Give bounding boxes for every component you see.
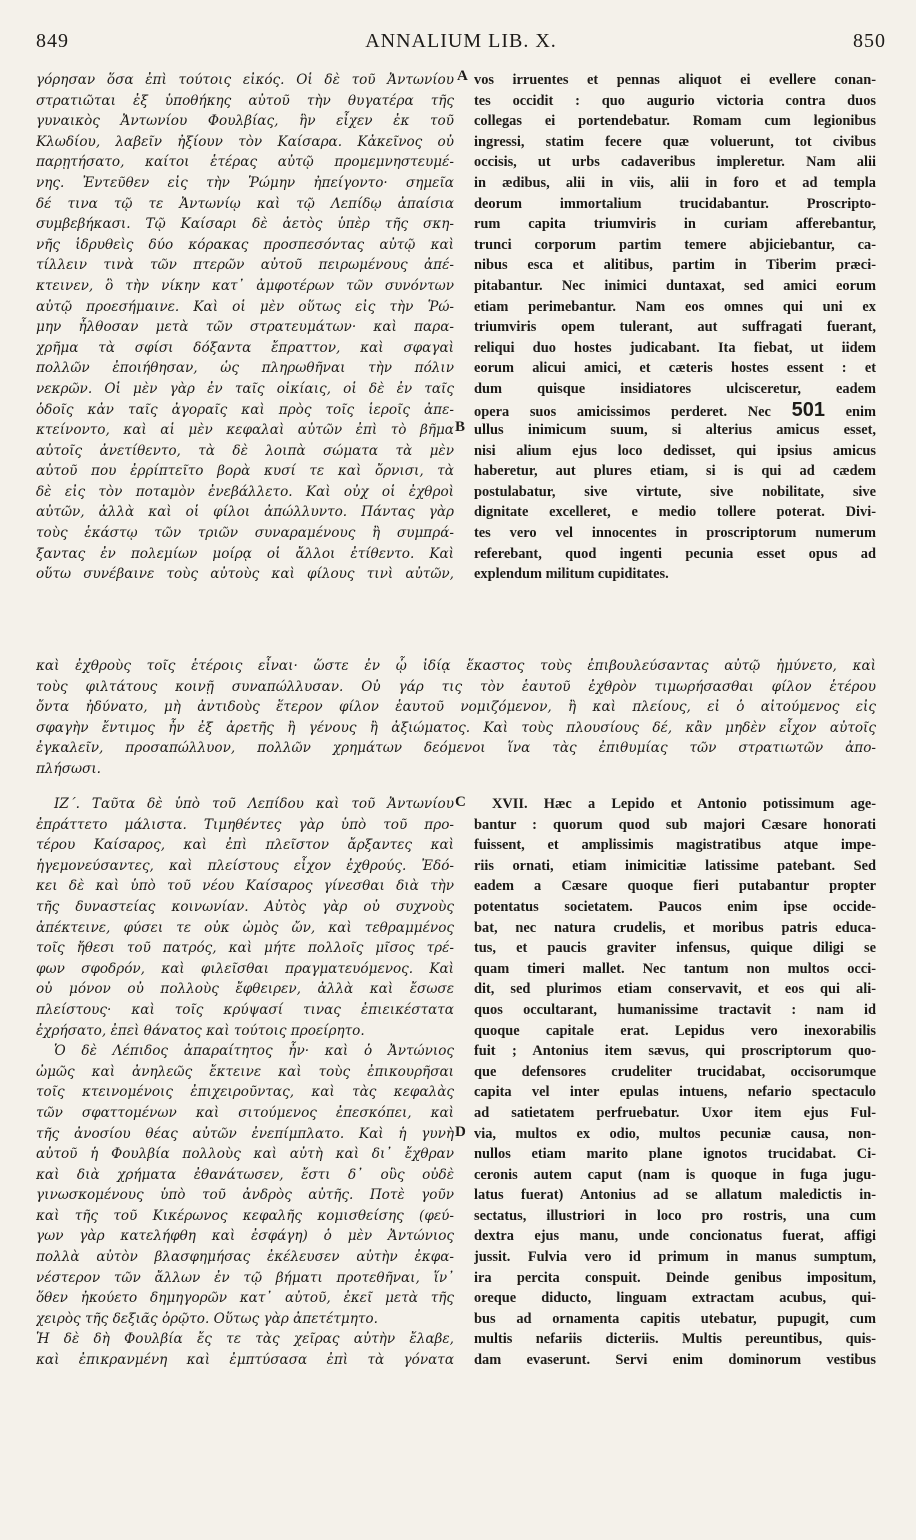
text-line: haberetur, aut plures etiam, si is qui ad cædem: [474, 463, 876, 480]
text-line: quam timeri mallet. Nec tantum non multos occi-: [474, 960, 876, 977]
text-line: νέστερον τῶν ἄλλων ἐν τῷ βήματι προτεθῆναι, ἵν᾽: [36, 1269, 454, 1286]
text-line: que defensores crudeliter trucidabat, occisorumque: [474, 1063, 876, 1080]
text-line: καὶ διὰ χρήματα ἐθανάτωσεν, ἔστι δ᾽ οὓς οὐδὲ: [36, 1166, 454, 1183]
text-line: τοὺς ἑκάστῳ τῶν τριῶν συναραμένους ἢ συμπρά-: [36, 525, 454, 542]
text-line: ἀπέκτεινε, φύσει τε οὐκ ὠμὸς ὤν, καὶ τεθραμμένος: [36, 919, 454, 936]
text-line: ὁδοῖς κἀν ταῖς ἀγοραῖς καὶ πρὸς τοῖς ἱεροῖς ἀπε-: [36, 401, 454, 418]
text-line: τῶν σφαττομένων καὶ σιτούμενος ἐπεσκόπει, καὶ: [36, 1104, 454, 1121]
text-line: postulabatur, sive virtute, sive nobilitate, sive: [474, 483, 876, 500]
text-line: reliqui duo hostes judicabant. Ita fiebat, ut iidem: [474, 339, 876, 356]
text-line: καὶ τῆς τοῦ Κικέρωνος κεφαλῆς κομισθείσης (φεύ-: [36, 1207, 454, 1224]
margin-marker-b: B: [455, 419, 466, 435]
text-line: τίλλειν τινὰ τῶν πτερῶν αὐτοῦ πειρωμένους ἀπέ-: [36, 257, 454, 274]
text-line: quoque capitale erat. Lepidus vero inexorabilis: [474, 1022, 876, 1039]
running-title: ANNALIUM LIB. X.: [365, 30, 557, 52]
text-line: oreque diducto, linguam extractam acubus, qui-: [474, 1290, 876, 1307]
text-line: etiam perimebantur. Nam eos omnes qui uni ex: [474, 298, 876, 315]
text-line: referebant, quod ingenti pecunia esset opus ad: [474, 545, 876, 562]
text-line: σφαγὴν ἔντιμος ἦν ἐξ ἀρετῆς ἢ γένους ἢ ἀξιώματος. Καὶ τοὺς πλουσίους δέ, κἂν μηδὲν εἶχον αὐτοῖς: [36, 719, 876, 736]
text-line: rum capita triumviris in curiam afferebantur,: [474, 216, 876, 233]
text-line: potentatus societatem. Paucos enim ipse occide-: [474, 898, 876, 915]
text-line: in ædibus, alii in viis, alii in foro et ad templa: [474, 174, 876, 191]
text-line: sectatus, illustriori in loco pro rostris, una cum: [474, 1207, 876, 1224]
margin-marker-d: D: [455, 1124, 466, 1140]
text-line: αὐτοῦ που ἐρρίπτεῖτο βορὰ κυσί τε καὶ ὄρνισι, τὰ: [36, 463, 454, 480]
text-line: ἐχρήσατο, ἐπεὶ θάνατος καὶ τούτοις προείρητο.: [36, 1022, 365, 1039]
text-line: occisis, ut urbs cadaveribus impleretur. Nam alii: [474, 154, 876, 171]
text-line: παρῃτήσατο, καίτοι ἑτέρας αὐτῷ προμεμνηστευμέ-: [36, 154, 454, 171]
text-line: dam evaserunt. Servi enim dominorum vestibus: [474, 1352, 876, 1369]
text-line: τῆς δυναστείας κοινωνίαν. Αὐτὸς γὰρ οὐ συχνοὺς: [36, 898, 454, 915]
text-line: ΙΖ΄. Ταῦτα δὲ ὑπὸ τοῦ Λεπίδου καὶ τοῦ Ἀντωνίου: [54, 796, 454, 812]
text-line: multis nefariis dicteriis. Multis pereuntibus, quis-: [474, 1331, 876, 1348]
text-line: τοῖς κτεινομένοις ἐπιχειροῦντας, καὶ τὰς κεφαλὰς: [36, 1084, 454, 1101]
text-line: tus, et paucis graviter infensus, quique diligi se: [474, 940, 876, 957]
text-line: αὐτοῖς ἀνετίθεντο, τὰ δὲ λοιπὰ σώματα τὰ μὲν: [36, 442, 454, 459]
text-line: στρατιῶται ἐξ ὑποθήκης αὐτοῦ τὴν θυγατέρα τῆς: [36, 92, 454, 109]
greek-column-bottom: [36, 794, 454, 1384]
text-line: συμβεβήκασι. Τῷ Καίσαρι δὲ ἀετὸς ὑπὲρ τῆς σκη-: [36, 216, 454, 233]
text-line: κτεινεν, ὃ τὴν νίκην κατ᾽ ἀμφοτέρων τῶν συνόντων: [36, 277, 454, 294]
text-line: καὶ ἐπικρανμένη καὶ ἐμπτύσασα ἐπὶ τὰ γόνατα: [36, 1352, 454, 1369]
text-line: ira percita conspuit. Deinde genibus impositum,: [474, 1269, 876, 1286]
greek-full-width-passage: [36, 656, 876, 786]
text-line: αὐτῶν, ἀλλὰ καὶ οἱ φίλοι ἀπώλλυντο. Πάντας γὰρ: [36, 504, 454, 521]
text-line: Ὁ δὲ Λέπιδος ἀπαραίτητος ἦν· καὶ ὁ Ἀντώνιος: [54, 1043, 454, 1060]
text-line: bus ad ornamenta capitis utebatur, pupugit, cum: [474, 1310, 876, 1327]
text-line: ξαντας ἐν πολεμίων μοίρᾳ οἱ ἄλλοι ἐτίθεντο. Καὶ: [36, 545, 454, 562]
text-line: αὐτῷ προεσήμαινε. Καὶ οἱ μὲν οὕτως εἰς τὴν Ῥώ-: [36, 298, 454, 315]
text-line: dum quisque insidiatores ulcisceretur, eadem: [474, 380, 876, 397]
text-line: μην ἦλθοσαν μετὰ τῶν στρατευμάτων· καὶ παρα-: [36, 319, 454, 336]
text-line: via, multos ex odio, multos pecuniæ causa, non-: [474, 1125, 876, 1142]
text-line: ὄντα ἠδύνατο, μὴ ἀντιδοὺς ἕτερον φίλον ἑαυτοῦ νομιζόμενον, ἢ καὶ πλείους, εἰ ὁ αἰτούμενος εἰς: [36, 699, 876, 716]
text-line: νεκρῶν. Οἱ μὲν γὰρ ἐν ταῖς οἰκίαις, οἱ δὲ ἐν ταῖς: [36, 380, 454, 397]
text-line: γόρησαν ὅσα ἐπὶ τούτοις εἰκός. Οἱ δὲ τοῦ Ἀντωνίου: [36, 72, 454, 88]
text-line: pitabantur. Nec inimici duntaxat, sed amici eorum: [474, 277, 876, 294]
text-line: οὐ μόνον οὐ πολλοὺς ἔφθειρεν, ἀλλὰ καὶ ἔσωσε: [36, 981, 454, 998]
text-line: τοὺς φιλτάτους κοινῇ συναπώλλυσαν. Οὐ γάρ τις τὸν ἑαυτοῦ ἐχθρὸν τιμωρήσασθαι φίλον ἑτέρου: [36, 678, 876, 695]
text-line: ad satietatem perfruebatur. Uxor item ejus Ful-: [474, 1104, 876, 1121]
greek-column-top: [36, 70, 454, 590]
text-line: deorum immortalium trucidabantur. Proscripto-: [474, 195, 876, 212]
text-line: collegas ei portendebatur. Romam cum legionibus: [474, 113, 876, 130]
text-line: ὠμῶς καὶ ἀνηλεῶς ἔκτεινε καὶ τοὺς ἐπικουρῆσαι: [36, 1063, 454, 1080]
text-line: ullus inimicum suum, si alterius amicus esset,: [474, 422, 876, 439]
left-page-number: 849: [36, 30, 69, 52]
text-line: νης. Ἐντεῦθεν εἰς τὴν Ῥώμην ἠπείγοντο· σημεῖα: [36, 174, 454, 191]
text-line: τοῖς ἤθεσι τοῦ πατρός, καὶ μήτε πολλοῖς μῖσος τρέ-: [36, 940, 454, 957]
text-line: οὕτω συνέβαινε τοὺς αὐτοὺς καὶ φίλους τινὶ αὐτῶν,: [36, 566, 454, 583]
text-line: [474, 400, 876, 421]
text-line: χρῆμα τὰ σφίσι δόξαντα ἔπραττον, καὶ σφαγαὶ: [36, 339, 454, 356]
text-line: fuit ; Antonius item sævus, qui proscriptorum quo-: [474, 1043, 876, 1060]
text-line: ceronis autem caput (nam is quoque in fuga jugu-: [474, 1166, 876, 1183]
text-line: eadem a Cæsare quoque fieri putabantur propter: [474, 878, 876, 895]
text-line: χειρὸς τῆς δεξιᾶς ὁρῷτο. Οὕτως γὰρ ἀπετέτμητο.: [36, 1310, 378, 1327]
text-line: bantur : quorum quod sub majori Cæsare honorati: [474, 816, 876, 833]
text-line: φων σφοδρόν, καὶ φιλεῖσθαι πραγματευόμενος. Καὶ: [36, 960, 454, 977]
text-line: αὐτοῦ ἡ Φουλβία πολλοὺς καὶ αὐτὴ καὶ δι᾽ ἔχθραν: [36, 1146, 454, 1163]
text-line: riis ornati, etiam inimicitiæ latissime patebant. Sed: [474, 857, 876, 874]
text-line: bat, nec natura crudelis, et moribus patris educa-: [474, 919, 876, 936]
running-header: [36, 30, 886, 60]
text-line: Ἡ δὲ δὴ Φουλβία ἔς τε τὰς χεῖρας αὐτὴν ἔλαβε,: [36, 1331, 454, 1348]
text-line: νῆς ἱδρυθεὶς δύο κόρακας προσπεσόντας αὐτῷ καὶ: [36, 236, 454, 253]
text-line: explendum militum cupiditates.: [474, 566, 669, 583]
text-line: nullos etiam marito plane ignotos trucidabat. Ci-: [474, 1146, 876, 1163]
margin-marker-c: C: [455, 794, 466, 810]
text-line: κτείνοντο, καὶ αἱ μὲν κεφαλαὶ αὐτῶν ἐπὶ τὸ βῆμα: [36, 422, 454, 439]
text-line: latus fuerat) Antonius ad se allatum maledictis in-: [474, 1187, 876, 1204]
text-line: καὶ ἐχθροὺς τοῖς ἑτέροις εἶναι· ὥστε ἐν ᾧ ἰδίᾳ ἕκαστος τοὺς ἐπιβουλεύσαντας αὐτῷ ἠμύνετο, καὶ: [36, 658, 876, 674]
margin-marker-a: A: [457, 68, 468, 84]
text-line: Κλωδίου, λαβεῖν ἠξίουν τὸν Καίσαρα. Κἀκεῖνος οὐ: [36, 133, 454, 150]
text-line: τῆς ἀνοσίου θέας αὐτῶν ἐνεπίμπλατο. Καὶ ἡ γυνὴ: [36, 1125, 454, 1142]
text-line: γινωσκομένους ὑπὸ τοῦ ἀνδρὸς αὐτῆς. Ποτὲ γοῦν: [36, 1187, 454, 1204]
text-line: vos irruentes et pennas aliquot ei evellere conan-: [474, 72, 876, 88]
text-line: dit, sed plurimos etiam conservavit, et eos qui ali-: [474, 981, 876, 998]
text-line: τέρου Καίσαρος, καὶ ἐπὶ πλεῖστον ἄρξαντες καὶ: [36, 837, 454, 854]
text-line: δὲ εἰς τὸν ποταμὸν ἐνεβάλλετο. Καὶ οὐχ οἱ ἐχθροὶ: [36, 483, 454, 500]
text-line: πλείστους· καὶ τοῖς κρύψασί τινας ἐπιεικέστατα: [36, 1001, 454, 1018]
text-line: ἐγκαλεῖν, προσαπώλλυον, πολλῶν χρημάτων δεόμενοι ἵνα τὰς ἐπιθυμίας τῶν στρατιωτῶν ἀπο-: [36, 740, 876, 757]
text-line: κει δὲ καὶ ὑπὸ τοῦ νέου Καίσαρος γίνεσθαι διὰ τὴν: [36, 878, 454, 895]
text-line: πολλῶν ἐποιήθησαν, ὡς πληρωθῆναι τὴν πόλιν: [36, 360, 454, 377]
text-line: tes vero vel innocentes in proscriptorum numerum: [474, 525, 876, 542]
latin-column-top: [474, 70, 876, 590]
text-line: jussit. Fulvia vero id primum in manus sumptum,: [474, 1249, 876, 1266]
line-text: enim: [824, 403, 876, 420]
text-line: capita vel inter epulas intuens, nefario spectaculo: [474, 1084, 876, 1101]
text-line: trunci corporum partim temere abjiciebantur, ca-: [474, 236, 876, 253]
text-line: ἐπράττετο μάλιστα. Τιμηθέντες γὰρ ὑπὸ τοῦ προ-: [36, 816, 454, 833]
text-line: πολλὰ αὐτὸν βλασφημήσας ἐκέλευσεν αὐτὴν ἐκφα-: [36, 1249, 454, 1266]
text-line: nisi alium ejus loco dedisset, qui ipsius amicus: [474, 442, 876, 459]
text-line: dignitate excelleret, e medio tollere poterat. Divi-: [474, 504, 876, 521]
text-line: triumviris opem tulerant, aut suffragati fuerant,: [474, 319, 876, 336]
inline-page-number: 501: [791, 399, 825, 421]
text-line: ingressi, statim fecere quæ voluerunt, tot civibus: [474, 133, 876, 150]
text-line: fuissent, et amplissimis magistratibus atque impe-: [474, 837, 876, 854]
text-line: nibus esca et alitibus, partim in Tiberim præci-: [474, 257, 876, 274]
text-line: ἡγεμονεύσαντες, καὶ πλείστους εἶχον ἐχθρούς. Ἐδό-: [36, 857, 454, 874]
line-text: opera suos amicissimos perderet. Nec: [474, 403, 792, 420]
right-page-number: 850: [853, 30, 886, 52]
text-line: eorum alicui amici, et cæteris hostes essent : et: [474, 360, 876, 377]
text-line: XVII. Hæc a Lepido et Antonio potissimum age-: [492, 796, 876, 812]
text-line: dextra ejus manu, unde concionatus fuerat, affigi: [474, 1228, 876, 1245]
text-line: πλήσωσι.: [36, 760, 101, 777]
text-line: δέ τινα τῷ τε Ἀντωνίῳ καὶ τῷ Λεπίδῳ ἀπαίσια: [36, 195, 454, 212]
text-line: γων γὰρ κατελήφθη καὶ ἐσφάγη) ὁ μὲν Ἀντώνιος: [36, 1228, 454, 1245]
text-line: γυναικὸς Ἀντωνίου Φουλβίας, ἣν εἶχεν ἐκ τοῦ: [36, 113, 454, 130]
text-line: tes occidit : quo augurio victoria contra duos: [474, 92, 876, 109]
text-line: ὅθεν ἠκούετο δημηγορῶν κατ᾽ αὐτοῦ, ἐκεῖ μετὰ τῆς: [36, 1290, 454, 1307]
text-line: quos occultarant, humanissime tractavit : nam id: [474, 1001, 876, 1018]
latin-column-bottom: [474, 794, 876, 1384]
